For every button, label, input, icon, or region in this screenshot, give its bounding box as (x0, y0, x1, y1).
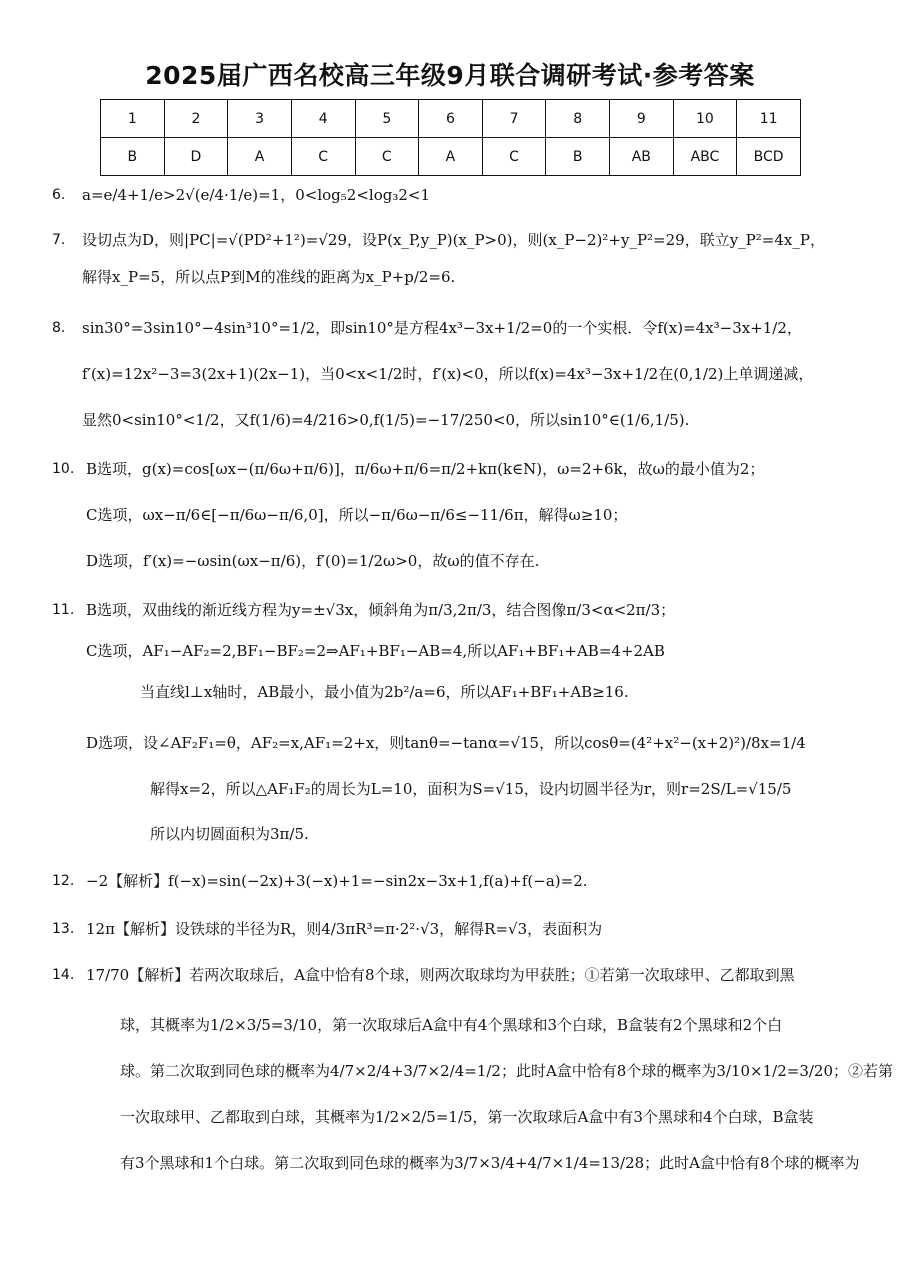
answer-table-number-row (101, 100, 801, 138)
solution-line: 显然0<sin10°<1/2，又f(1/6)=4/216>0,f(1/5)=−17/250<0，所以sin10°∈(1/6,1/5). (82, 411, 690, 429)
question-number-cell: 7 (482, 100, 546, 138)
solution-line: C选项，AF₁−AF₂=2,BF₁−BF₂=2⇒AF₁+BF₁−AB=4,所以AF₁+BF₁+AB=4+2AB (86, 642, 665, 660)
answer-cell: D (164, 138, 228, 176)
item-number: 13. (52, 921, 75, 937)
solution-line: 当直线l⊥x轴时，AB最小，最小值为2b²/a=6，所以AF₁+BF₁+AB≥16. (140, 683, 629, 701)
question-number-cell: 3 (228, 100, 292, 138)
solution-line: 有3个黑球和1个白球。第二次取到同色球的概率为3/7×3/4+4/7×1/4=13/28；此时A盒中恰有8个球的概率为 (120, 1154, 860, 1172)
item-number: 10. (52, 461, 75, 477)
answer-cell: A (228, 138, 292, 176)
answer-table (100, 99, 801, 176)
solution-line: f′(x)=12x²−3=3(2x+1)(2x−1)，当0<x<1/2时，f′(x)<0，所以f(x)=4x³−3x+1/2在(0,1/2)上单调递减， (82, 365, 814, 383)
solution-line: 设切点为D，则|PC|=√(PD²+1²)=√29，设P(x_P,y_P)(x_P>0)，则(x_P−2)²+y_P²=29，联立y_P²=4x_P， (82, 231, 825, 249)
answer-cell: B (546, 138, 610, 176)
question-number-cell: 8 (546, 100, 610, 138)
question-number-cell: 11 (737, 100, 801, 138)
answer-table-answer-row (101, 138, 801, 176)
question-number-cell: 5 (355, 100, 419, 138)
question-number-cell: 2 (164, 100, 228, 138)
solution-line: 17/70【解析】若两次取球后，A盒中恰有8个球，则两次取球均为甲获胜；①若第一次取球甲、乙都取到黑 (86, 966, 795, 984)
question-number-cell: 10 (673, 100, 737, 138)
solution-line: −2【解析】f(−x)=sin(−2x)+3(−x)+1=−sin2x−3x+1,f(a)+f(−a)=2. (86, 872, 588, 890)
question-number-cell: 6 (419, 100, 483, 138)
item-number: 8. (52, 320, 66, 336)
answer-cell: BCD (737, 138, 801, 176)
solution-line: a=e/4+1/e>2√(e/4·1/e)=1，0<log₅2<log₃2<1 (82, 186, 430, 204)
solution-line: 一次取球甲、乙都取到白球，其概率为1/2×2/5=1/5，第一次取球后A盒中有3个黑球和4个白球，B盒装 (120, 1108, 814, 1126)
solution-line: 12π【解析】设铁球的半径为R，则4/3πR³=π·2²·√3，解得R=√3，表面积为 (86, 920, 603, 938)
solution-line: B选项，双曲线的渐近线方程为y=±√3x，倾斜角为π/3,2π/3，结合图像π/3<α<2π/3； (86, 601, 676, 619)
solution-line: D选项，f′(x)=−ωsin(ωx−π/6)，f′(0)=1/2ω>0，故ω的值不存在. (86, 552, 540, 570)
solution-line: 解得x=2，所以△AF₁F₂的周长为L=10，面积为S=√15，设内切圆半径为r，则r=2S/L=√15/5 (150, 780, 792, 798)
item-number: 11. (52, 602, 75, 618)
question-number-cell: 4 (291, 100, 355, 138)
answer-cell: C (355, 138, 419, 176)
solution-line: sin30°=3sin10°−4sin³10°=1/2，即sin10°是方程4x³−3x+1/2=0的一个实根．令f(x)=4x³−3x+1/2， (82, 319, 802, 337)
page-title: 2025届广西名校高三年级9月联合调研考试·参考答案 (145, 61, 755, 90)
item-number: 14. (52, 967, 75, 983)
solution-line: B选项，g(x)=cos[ωx−(π/6ω+π/6)]，π/6ω+π/6=π/2+kπ(k∈N)，ω=2+6k，故ω的最小值为2； (86, 460, 765, 478)
solution-line: 所以内切圆面积为3π/5. (150, 825, 309, 843)
solution-line: D选项，设∠AF₂F₁=θ，AF₂=x,AF₁=2+x，则tanθ=−tanα=√15，所以cosθ=(4²+x²−(x+2)²)/8x=1/4 (86, 734, 806, 752)
answer-cell: ABC (673, 138, 737, 176)
item-number: 6. (52, 187, 66, 203)
question-number-cell: 1 (101, 100, 165, 138)
answer-cell: C (482, 138, 546, 176)
solution-line: C选项，ωx−π/6∈[−π/6ω−π/6,0]，所以−π/6ω−π/6≤−11/6π，解得ω≥10； (86, 506, 628, 524)
answer-cell: AB (610, 138, 674, 176)
item-number: 12. (52, 873, 75, 889)
answer-cell: C (291, 138, 355, 176)
solution-line: 球。第二次取到同色球的概率为4/7×2/4+3/7×2/4=1/2；此时A盒中恰有8个球的概率为3/10×1/2=3/20；②若第 (120, 1062, 894, 1080)
answer-cell: B (101, 138, 165, 176)
answer-cell: A (419, 138, 483, 176)
question-number-cell: 9 (610, 100, 674, 138)
item-number: 7. (52, 232, 66, 248)
solution-line: 解得x_P=5，所以点P到M的准线的距离为x_P+p/2=6. (82, 268, 456, 286)
solution-line: 球，其概率为1/2×3/5=3/10，第一次取球后A盒中有4个黑球和3个白球，B盒装有2个黑球和2个白 (120, 1016, 783, 1034)
